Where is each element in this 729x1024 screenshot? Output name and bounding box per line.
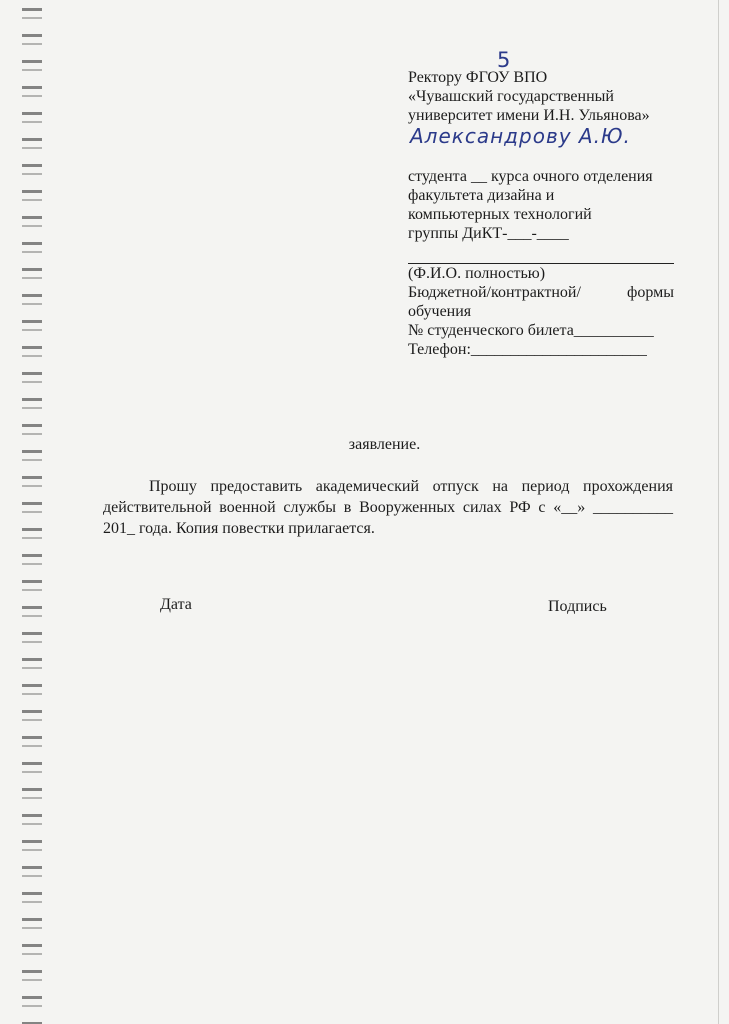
binding-holes <box>8 0 48 1024</box>
request-paragraph: Прошу предоставить академический отпуск на период прохождения действительной военной службы в Вооруженных силах РФ с «__» __________ 201_ года. Копия повестки прилагается. <box>103 478 673 537</box>
recipient-line-1: Ректору ФГОУ ВПО <box>408 69 548 86</box>
handwritten-recipient-name: Александрову А.Ю. <box>410 124 631 148</box>
date-label: Дата <box>160 596 192 613</box>
student-line-course: студента __ курса очного отделения <box>408 168 653 185</box>
fio-note: (Ф.И.О. полностью) <box>408 265 546 282</box>
study-form-end: обучения <box>408 303 472 320</box>
study-form-right: формы <box>627 284 674 301</box>
recipient-line-2: «Чувашский государственный <box>408 88 614 105</box>
student-ticket-line: № студенческого билета__________ <box>408 322 654 339</box>
document-title: заявление. <box>348 436 421 453</box>
study-form-left: Бюджетной/контрактной/ <box>408 284 581 301</box>
recipient-block <box>408 68 676 125</box>
page-edge <box>718 0 719 1024</box>
student-line-dept: компьютерных технологий <box>408 206 592 223</box>
handwritten-number: 5 <box>497 48 511 72</box>
student-line-faculty: факультета дизайна и <box>408 187 555 204</box>
student-line-group: группы ДиКТ-___-____ <box>408 225 569 242</box>
student-info-block <box>408 167 674 359</box>
fio-fill-line <box>408 245 674 264</box>
phone-line: Телефон:______________________ <box>408 341 647 358</box>
signature-label: Подпись <box>548 598 607 615</box>
recipient-line-3: университет имени И.Н. Ульянова» <box>408 107 650 124</box>
study-form-row <box>408 283 674 302</box>
